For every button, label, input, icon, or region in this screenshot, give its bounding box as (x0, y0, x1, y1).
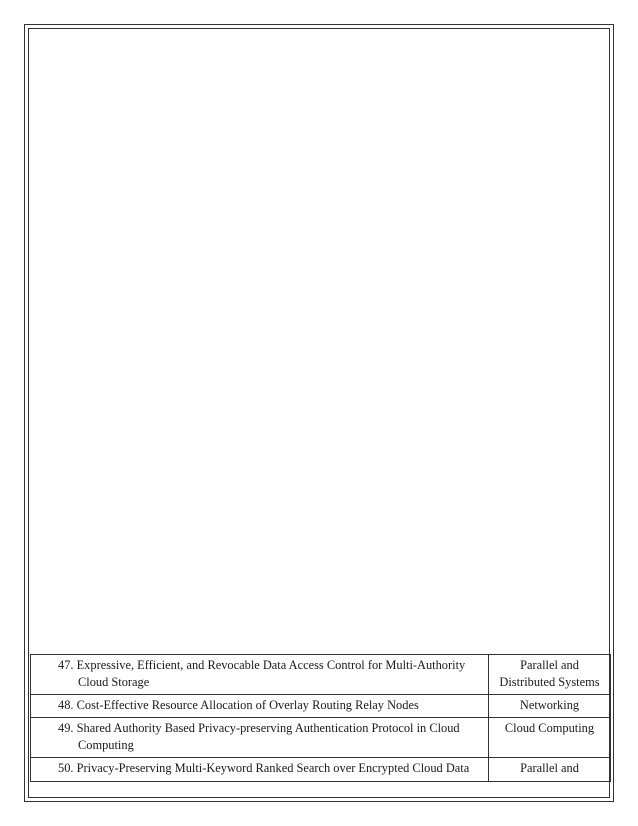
project-title: Privacy-Preserving Multi-Keyword Ranked Search over Encrypted Cloud Data (76, 761, 470, 775)
project-title-cell (31, 695, 489, 718)
project-number: 48. (58, 698, 74, 712)
project-title-cell (31, 718, 489, 758)
project-domain: Parallel and (520, 761, 579, 775)
project-domain: Networking (519, 698, 580, 712)
table-row (31, 655, 611, 695)
project-title-cell (31, 655, 489, 695)
project-domain-cell (489, 695, 611, 718)
project-domain-cell (489, 718, 611, 758)
project-number: 50. (58, 761, 74, 775)
project-domain: Parallel and Distributed Systems (499, 658, 600, 689)
table-row (31, 718, 611, 758)
project-title: Shared Authority Based Privacy-preserving Authentication Protocol in Cloud Computing (76, 721, 460, 752)
project-title: Cost-Effective Resource Allocation of Overlay Routing Relay Nodes (76, 698, 419, 712)
project-number: 47. (58, 658, 74, 672)
project-domain-cell (489, 758, 611, 782)
project-title-cell (31, 758, 489, 782)
table-row (31, 695, 611, 718)
project-number: 49. (58, 721, 74, 735)
project-table (30, 654, 611, 782)
table-row (31, 758, 611, 782)
project-domain-cell (489, 655, 611, 695)
project-domain: Cloud Computing (504, 721, 595, 735)
project-title: Expressive, Efficient, and Revocable Data Access Control for Multi-Authority Cloud Storage (76, 658, 466, 689)
